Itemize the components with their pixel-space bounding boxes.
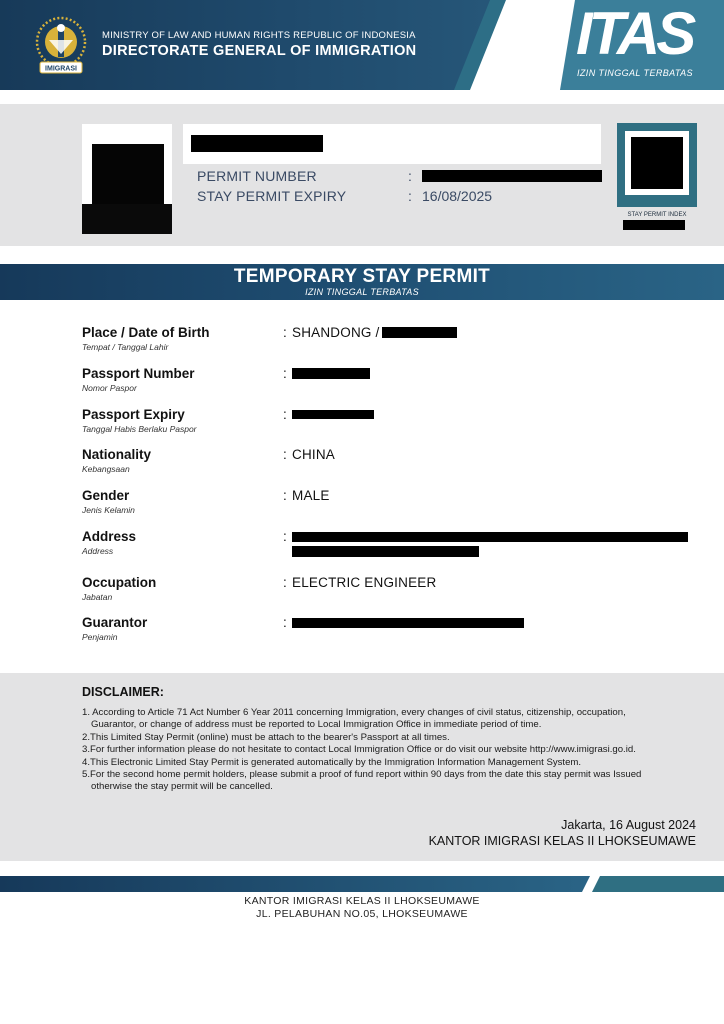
signature-date: Jakarta, 16 August 2024 <box>561 818 696 832</box>
detail-sub-passport-expiry: Tanggal Habis Berlaku Paspor <box>82 424 197 434</box>
stay-permit-expiry-label: STAY PERMIT EXPIRY <box>197 188 347 204</box>
detail-label-guarantor: Guarantor <box>82 615 148 630</box>
disclaimer-item: Guarantor, or change of address must be reported to Local Immigration Office in immediate period of time. <box>91 719 542 731</box>
permit-title-band <box>0 264 724 300</box>
guarantor-redacted <box>292 618 524 628</box>
detail-colon: : <box>283 575 287 590</box>
detail-sub-occupation: Jabatan <box>82 592 113 602</box>
disclaimer-section <box>0 673 724 861</box>
qr-code-frame <box>617 123 697 207</box>
detail-value-occupation: ELECTRIC ENGINEER <box>292 575 437 590</box>
detail-value-birth: SHANDONG / <box>292 325 380 340</box>
stay-permit-expiry-value: 16/08/2025 <box>422 188 493 204</box>
immigration-emblem-icon <box>30 14 92 76</box>
detail-label-address: Address <box>82 529 137 544</box>
itas-logo-subtitle: IZIN TINGGAL TERBATAS <box>577 68 693 78</box>
permit-number-label: PERMIT NUMBER <box>197 168 317 184</box>
passport-expiry-redacted <box>292 410 374 419</box>
detail-label-gender: Gender <box>82 488 130 503</box>
detail-label-nationality: Nationality <box>82 447 152 462</box>
detail-sub-nationality: Kebangsaan <box>82 464 130 474</box>
address-line1-redacted <box>292 532 688 542</box>
passport-number-redacted <box>292 368 370 379</box>
holder-photo <box>82 124 172 234</box>
detail-colon: : <box>283 488 287 503</box>
detail-label-occupation: Occupation <box>82 575 157 590</box>
permit-title: TEMPORARY STAY PERMIT <box>233 266 491 287</box>
detail-sub-guarantor: Penjamin <box>82 632 118 642</box>
disclaimer-item: otherwise the stay permit will be cancelled. <box>91 781 273 793</box>
holder-name-redacted <box>191 135 323 152</box>
permit-number-colon: : <box>408 168 412 184</box>
stay-permit-index-redacted <box>623 220 685 230</box>
footer-office-name: KANTOR IMIGRASI KELAS II LHOKSEUMAWE <box>244 895 480 907</box>
stay-permit-index-label: STAY PERMIT INDEX <box>627 212 687 218</box>
itas-logo: ITAS <box>576 0 693 67</box>
qr-code-background <box>625 131 689 195</box>
detail-sub-passport-number: Nomor Paspor <box>82 383 137 393</box>
disclaimer-item: 3.For further information please do not hesitate to contact Local Immigration Office or do visit our website http://www.imigrasi.go.id. <box>82 744 636 756</box>
detail-colon: : <box>283 447 287 462</box>
emblem-text: IMIGRASI <box>45 65 77 73</box>
holder-name-box <box>183 124 601 164</box>
detail-colon: : <box>283 407 287 422</box>
detail-colon: : <box>283 366 287 381</box>
disclaimer-list <box>82 707 714 794</box>
detail-colon: : <box>283 325 287 340</box>
footer-band <box>0 876 724 892</box>
footer-office-address: JL. PELABUHAN NO.05, LHOKSEUMAWE <box>256 908 468 920</box>
detail-sub-gender: Jenis Kelamin <box>82 505 135 515</box>
disclaimer-item: 5.For the second home permit holders, please submit a proof of fund report within 90 days from the date this stay permit was Issued <box>82 769 642 781</box>
qr-code-icon <box>631 137 683 189</box>
permit-number-redacted <box>422 170 602 182</box>
detail-colon: : <box>283 615 287 630</box>
disclaimer-item: 1. According to Article 71 Act Number 6 Year 2011 concerning Immigration, every changes of civil status, citizenship, occupation, <box>82 707 626 718</box>
stay-permit-expiry-colon: : <box>408 188 412 204</box>
detail-label-passport-expiry: Passport Expiry <box>82 407 185 422</box>
birth-date-redacted <box>382 327 457 338</box>
detail-sub-address: Address <box>82 546 114 556</box>
disclaimer-item: 2.This Limited Stay Permit (online) must be attach to the bearer's Passport at all times. <box>82 731 450 743</box>
address-line2-redacted <box>292 546 479 557</box>
disclaimer-item: 4.This Electronic Limited Stay Permit is generated automatically by the Immigration Information Management System. <box>82 756 582 768</box>
detail-colon: : <box>283 529 287 544</box>
detail-value-nationality: CHINA <box>292 447 336 462</box>
detail-label-passport-number: Passport Number <box>82 366 195 381</box>
ministry-title: MINISTRY OF LAW AND HUMAN RIGHTS REPUBLIC OF INDONESIA <box>102 30 416 41</box>
permit-summary-card <box>0 104 724 246</box>
detail-label-birth: Place / Date of Birth <box>82 325 210 340</box>
document-header <box>0 0 724 90</box>
permit-subtitle: IZIN TINGGAL TERBATAS <box>305 287 419 297</box>
photo-redacted-base <box>82 204 172 234</box>
disclaimer-title: DISCLAIMER: <box>82 685 164 699</box>
signature-office: KANTOR IMIGRASI KELAS II LHOKSEUMAWE <box>428 834 696 848</box>
detail-sub-birth: Tempat / Tanggal Lahir <box>82 342 169 352</box>
detail-value-gender: MALE <box>292 488 330 503</box>
directorate-title: DIRECTORATE GENERAL OF IMMIGRATION <box>102 43 417 59</box>
